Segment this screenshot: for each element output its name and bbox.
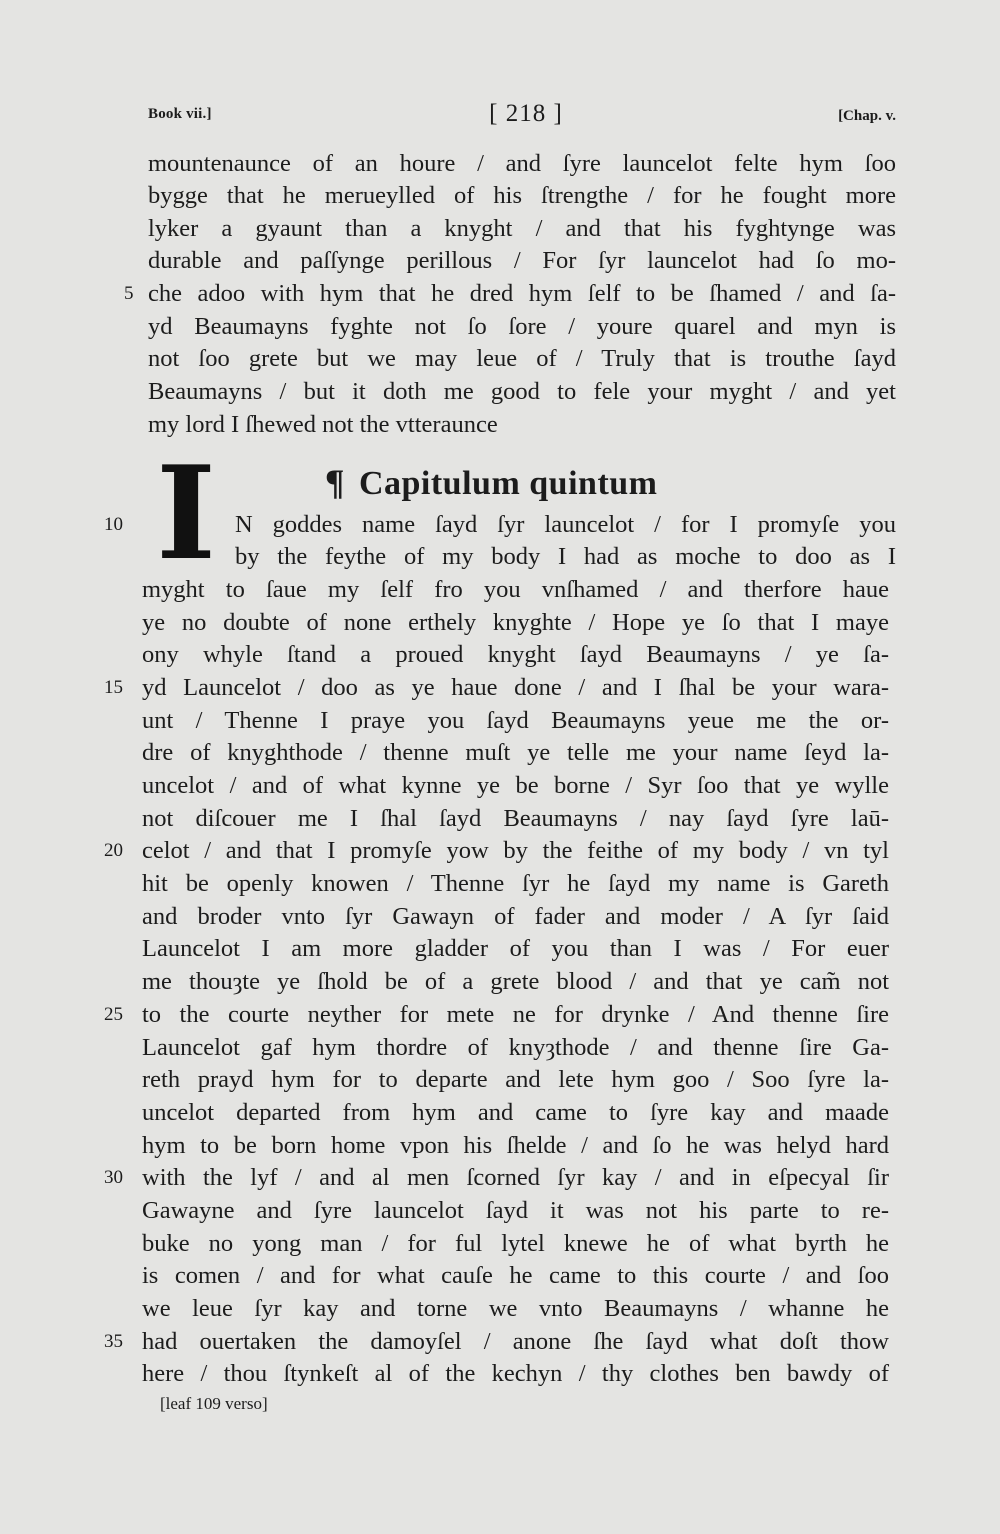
line-number [100, 148, 130, 180]
text-line: bygge that he merueylled of his ſtrengthe / for he fought more [148, 182, 896, 209]
text-line: celot / and that I promyſe yow by the feithe of my body / vn tyl [142, 837, 889, 864]
line-number [100, 1130, 130, 1162]
text-line: durable and paſſynge perillous / For ſyr launcelot had ſo mo- [148, 247, 896, 274]
line-number [100, 311, 130, 343]
line-number [100, 1064, 130, 1096]
line-number [100, 639, 130, 671]
leaf-signature: [leaf 109 verso] [160, 1394, 268, 1413]
line-number [100, 1260, 130, 1292]
text-line: uncelot / and of what kynne ye be borne / Syr ſoo that ye wylle [142, 772, 889, 799]
line-number [100, 376, 130, 408]
running-head [0, 100, 1000, 136]
line-number [100, 770, 130, 802]
line-number: 15 [104, 677, 123, 698]
text-line: Launcelot I am more gladder of you than I was / For euer [142, 935, 889, 962]
line-number [100, 180, 130, 212]
text-line: che adoo with hym that he dred hym ſelf to be ſhamed / and ſa- [148, 280, 896, 307]
text-line: not ſoo grete but we may leue of / Truly that is trouthe ſayd [148, 345, 896, 372]
line-number [100, 705, 130, 737]
line-number [100, 245, 130, 277]
text-line: N goddes name ſayd ſyr launcelot / for I promyſe you [235, 511, 896, 538]
text-line: reth prayd hym for to departe and lete hym goo / Soo ſyre la- [142, 1066, 889, 1093]
text-line: to the courte neyther for mete ne for drynke / And thenne ſire [142, 1001, 889, 1028]
line-number [100, 213, 130, 245]
text-line: unt / Thenne I praye you ſayd Beaumayns yeue me the or- [142, 707, 889, 734]
text-line: myght to ſaue my ſelf fro you vnſhamed / and therfore haue [142, 576, 889, 603]
text-line: yd Launcelot / doo as ye haue done / and I ſhal be your wara- [142, 674, 889, 701]
line-number [100, 409, 130, 441]
text-line: is comen / and for what cauſe he came to this courte / and ſoo [142, 1262, 889, 1289]
text-line: we leue ſyr kay and torne we vnto Beaumayns / whanne he [142, 1295, 889, 1322]
text-line: lyker a gyaunt than a knyght / and that his fyghtynge was [148, 215, 896, 242]
chapter-label: [Chap. v. [838, 108, 896, 124]
text-line: here / thou ſtynkeſt al of the kechyn / thy clothes ben bawdy of [142, 1360, 889, 1387]
drop-cap-initial [140, 458, 232, 576]
text-line: dre of knyghthode / thenne muſt ye telle me your name ſeyd la- [142, 739, 889, 766]
text-line: by the feythe of my body I had as moche to doo as I [235, 543, 896, 570]
text-line: Beaumayns / but it doth me good to fele your myght / and yet [148, 378, 896, 405]
line-number [100, 1097, 130, 1129]
text-line: ony whyle ſtand a proued knyght ſayd Beaumayns / ye ſa- [142, 641, 889, 668]
line-number [100, 737, 130, 769]
pilcrow-mark: ¶ [325, 462, 345, 502]
text-line: yd Beaumayns fyghte not ſo ſore / youre quarel and myn is [148, 313, 896, 340]
text-line: had ouertaken the damoyſel / anone ſhe ſayd what doſt thow [142, 1328, 889, 1355]
text-line: me thouȝte ye ſhold be of a grete blood / and that ye cam̃ not [142, 968, 889, 995]
line-number [100, 343, 130, 375]
line-number [100, 607, 130, 639]
line-number [100, 1358, 130, 1390]
text-line: and broder vnto ſyr Gawayn of fader and moder / A ſyr ſaid [142, 903, 889, 930]
text-line: hit be openly knowen / Thenne ſyr he ſayd my name is Gareth [142, 870, 889, 897]
text-line: mountenaunce of an houre / and ſyre launcelot felte hym ſoo [148, 150, 896, 177]
book-label: Book vii.] [148, 106, 212, 122]
line-number [100, 966, 130, 998]
line-number: 10 [104, 514, 123, 535]
text-line: uncelot departed from hym and came to ſyre kay and maade [142, 1099, 889, 1126]
text-line: hym to be born home vpon his ſhelde / and ſo he was helyd hard [142, 1132, 889, 1159]
text-line: not diſcouer me I ſhal ſayd Beaumayns / nay ſayd ſyre laū- [142, 805, 889, 832]
page-number: [ 218 ] [489, 100, 563, 127]
line-number [100, 803, 130, 835]
text-line: buke no yong man / for ful lytel knewe he of what byrth he [142, 1230, 889, 1257]
line-number [100, 574, 130, 606]
text-line: Launcelot gaf hym thordre of knyȝthode / and thenne ſire Ga- [142, 1034, 889, 1061]
line-number [100, 868, 130, 900]
text-line: ye no doubte of none erthely knyghte / Hope ye ſo that I maye [142, 609, 889, 636]
chapter-heading [325, 462, 658, 504]
line-number [100, 1195, 130, 1227]
line-number [100, 901, 130, 933]
line-number [100, 1293, 130, 1325]
line-number [100, 1228, 130, 1260]
line-number [100, 933, 130, 965]
text-line: with the lyf / and al men ſcorned ſyr kay / and in eſpecyal ſir [142, 1164, 889, 1191]
line-number: 30 [104, 1167, 123, 1188]
line-number [100, 1032, 130, 1064]
line-number [100, 541, 130, 573]
text-line: my lord I ſhewed not the vtteraunce [148, 411, 498, 438]
drop-cap-letter: I [156, 458, 216, 576]
line-number: 20 [104, 840, 123, 861]
chapter-title: Capitulum quintum [358, 465, 658, 502]
line-number: 25 [104, 1004, 123, 1025]
text-line: Gawayne and ſyre launcelot ſayd it was not his parte to re- [142, 1197, 889, 1224]
line-number: 5 [124, 283, 134, 304]
line-number: 35 [104, 1331, 123, 1352]
